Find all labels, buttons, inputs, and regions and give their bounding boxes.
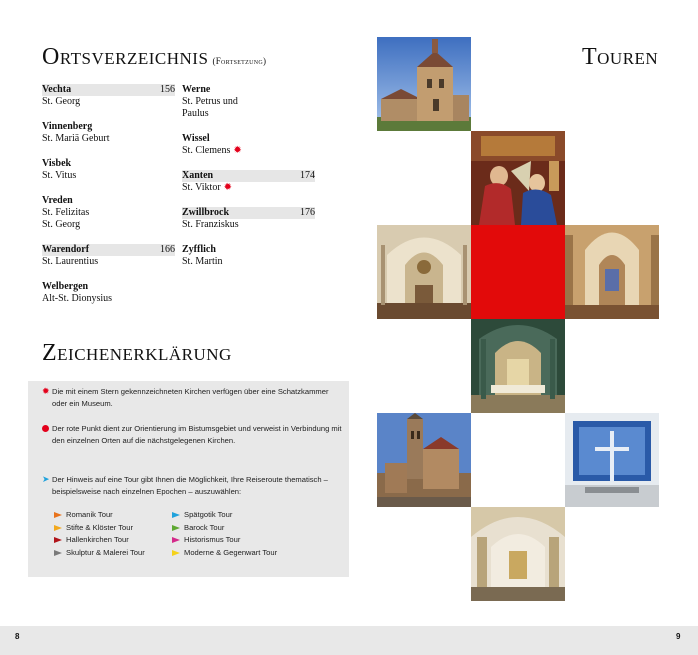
directory-title-text: Ortsverzeichnis <box>42 44 209 70</box>
page-ref: 176 <box>300 207 315 218</box>
directory-column-1 <box>42 84 175 318</box>
church-interior-neogothic-photo <box>377 225 471 319</box>
place-name: Visbek <box>42 158 72 169</box>
church-name: St. Martin <box>182 256 223 267</box>
tour-arrow-icon <box>172 550 180 556</box>
legend-star-row <box>42 386 342 409</box>
page-ref: 156 <box>160 84 175 95</box>
church-name: St. Laurentius <box>42 256 99 267</box>
tour-item: Barock Tour <box>172 522 302 535</box>
church-name: St. Viktor ✹ <box>182 182 233 193</box>
directory-entry <box>42 121 175 145</box>
church-name: St. Felizitas <box>42 207 90 218</box>
directory-entry <box>42 244 175 268</box>
legend-arrow-row <box>42 474 342 497</box>
place-name: Warendorf 166 <box>42 244 175 255</box>
red-accent-tile <box>471 225 565 319</box>
church-name: St. Vitus <box>42 170 77 181</box>
directory-entry <box>182 207 315 231</box>
tour-item: Hallenkirchen Tour <box>54 534 172 547</box>
place-name: Zwillbrock 176 <box>182 207 315 218</box>
directory-title-sub: (Fortsetzung) <box>212 56 267 66</box>
legend-arrow-text: Der Hinweis auf eine Tour gibt Ihnen die Möglichkeit, Ihre Reiseroute thematisch – beispielsweise nach einzelnen Epochen – auszuwählen: <box>52 475 328 496</box>
tour-item: Spätgotik Tour <box>172 509 302 522</box>
legend-title: Zeichenerklärung <box>42 340 232 366</box>
red-dot-icon <box>42 423 52 446</box>
place-name: Werne <box>182 84 211 95</box>
legend-box <box>28 381 349 577</box>
church-name: St. Petrus und Paulus <box>182 96 238 119</box>
directory-entry <box>182 133 315 157</box>
legend-dot-row <box>42 423 342 446</box>
place-name: Welbergen <box>42 281 89 292</box>
cathedral-exterior-photo <box>377 413 471 507</box>
tour-item: Moderne & Gegenwart Tour <box>172 547 302 560</box>
directory-title <box>42 44 266 71</box>
tour-arrow-icon <box>172 512 180 518</box>
place-name: Vreden <box>42 195 73 206</box>
place-name: Wissel <box>182 133 210 144</box>
directory-entry <box>42 195 175 231</box>
place-name: Vechta 156 <box>42 84 175 95</box>
page-ref: 166 <box>160 244 175 255</box>
church-name: St. Franziskus <box>182 219 239 230</box>
tours-title: Touren <box>582 44 659 70</box>
directory-column-2 <box>182 84 315 281</box>
tour-item: Stifte & Klöster Tour <box>54 522 172 535</box>
page-number-left: 8 <box>15 632 20 641</box>
church-name: St. Georg <box>42 219 81 230</box>
directory-entry <box>42 281 175 305</box>
tour-arrow-icon <box>54 537 62 543</box>
tour-arrow-icon <box>172 525 180 531</box>
legend-dot-text: Der rote Punkt dient zur Orientierung im Bistumsgebiet und verweist in Verbindung mit den einzelnen Orten auf die nächstgelegenen Kirchen. <box>52 424 342 445</box>
treasury-star-icon: ✹ <box>223 182 233 193</box>
footer-bar <box>0 626 698 655</box>
treasury-star-icon: ✹ <box>233 145 242 156</box>
directory-entry <box>182 244 315 268</box>
church-exterior-photo <box>377 37 471 131</box>
directory-entry <box>182 170 315 194</box>
church-name: St. Georg <box>42 96 81 107</box>
church-name: Alt-St. Dionysius <box>42 293 113 304</box>
place-name: Zyfflich <box>182 244 216 255</box>
directory-entry <box>42 158 175 182</box>
page-ref: 174 <box>300 170 315 181</box>
tour-item: Historismus Tour <box>172 534 302 547</box>
tour-list <box>54 509 302 559</box>
baroque-church-interior-photo <box>471 507 565 601</box>
church-altar-photo <box>471 319 565 413</box>
page-number-right: 9 <box>676 632 681 641</box>
tour-arrow-icon <box>172 537 180 543</box>
place-name: Vinnenberg <box>42 121 93 132</box>
tour-arrow-icon: ➤ <box>42 474 50 484</box>
star-icon: ✹ <box>42 386 50 396</box>
tour-item: Romanik Tour <box>54 509 172 522</box>
modern-church-interior-photo <box>565 413 659 507</box>
church-name: St. Clemens ✹ <box>182 145 242 156</box>
directory-entry <box>182 84 315 120</box>
tour-arrow-icon <box>54 550 62 556</box>
place-name: Xanten 174 <box>182 170 315 181</box>
tour-arrow-icon <box>54 525 62 531</box>
painting-annunciation-photo <box>471 131 565 225</box>
tour-item: Skulptur & Malerei Tour <box>54 547 172 560</box>
directory-entry <box>42 84 175 108</box>
church-name: St. Mariä Geburt <box>42 133 110 144</box>
legend-star-text: Die mit einem Stern gekennzeichneten Kirchen verfügen über eine Schatzkammer oder ein Museum. <box>52 387 329 408</box>
church-interior-gothic-photo <box>565 225 659 319</box>
tour-arrow-icon <box>54 512 62 518</box>
